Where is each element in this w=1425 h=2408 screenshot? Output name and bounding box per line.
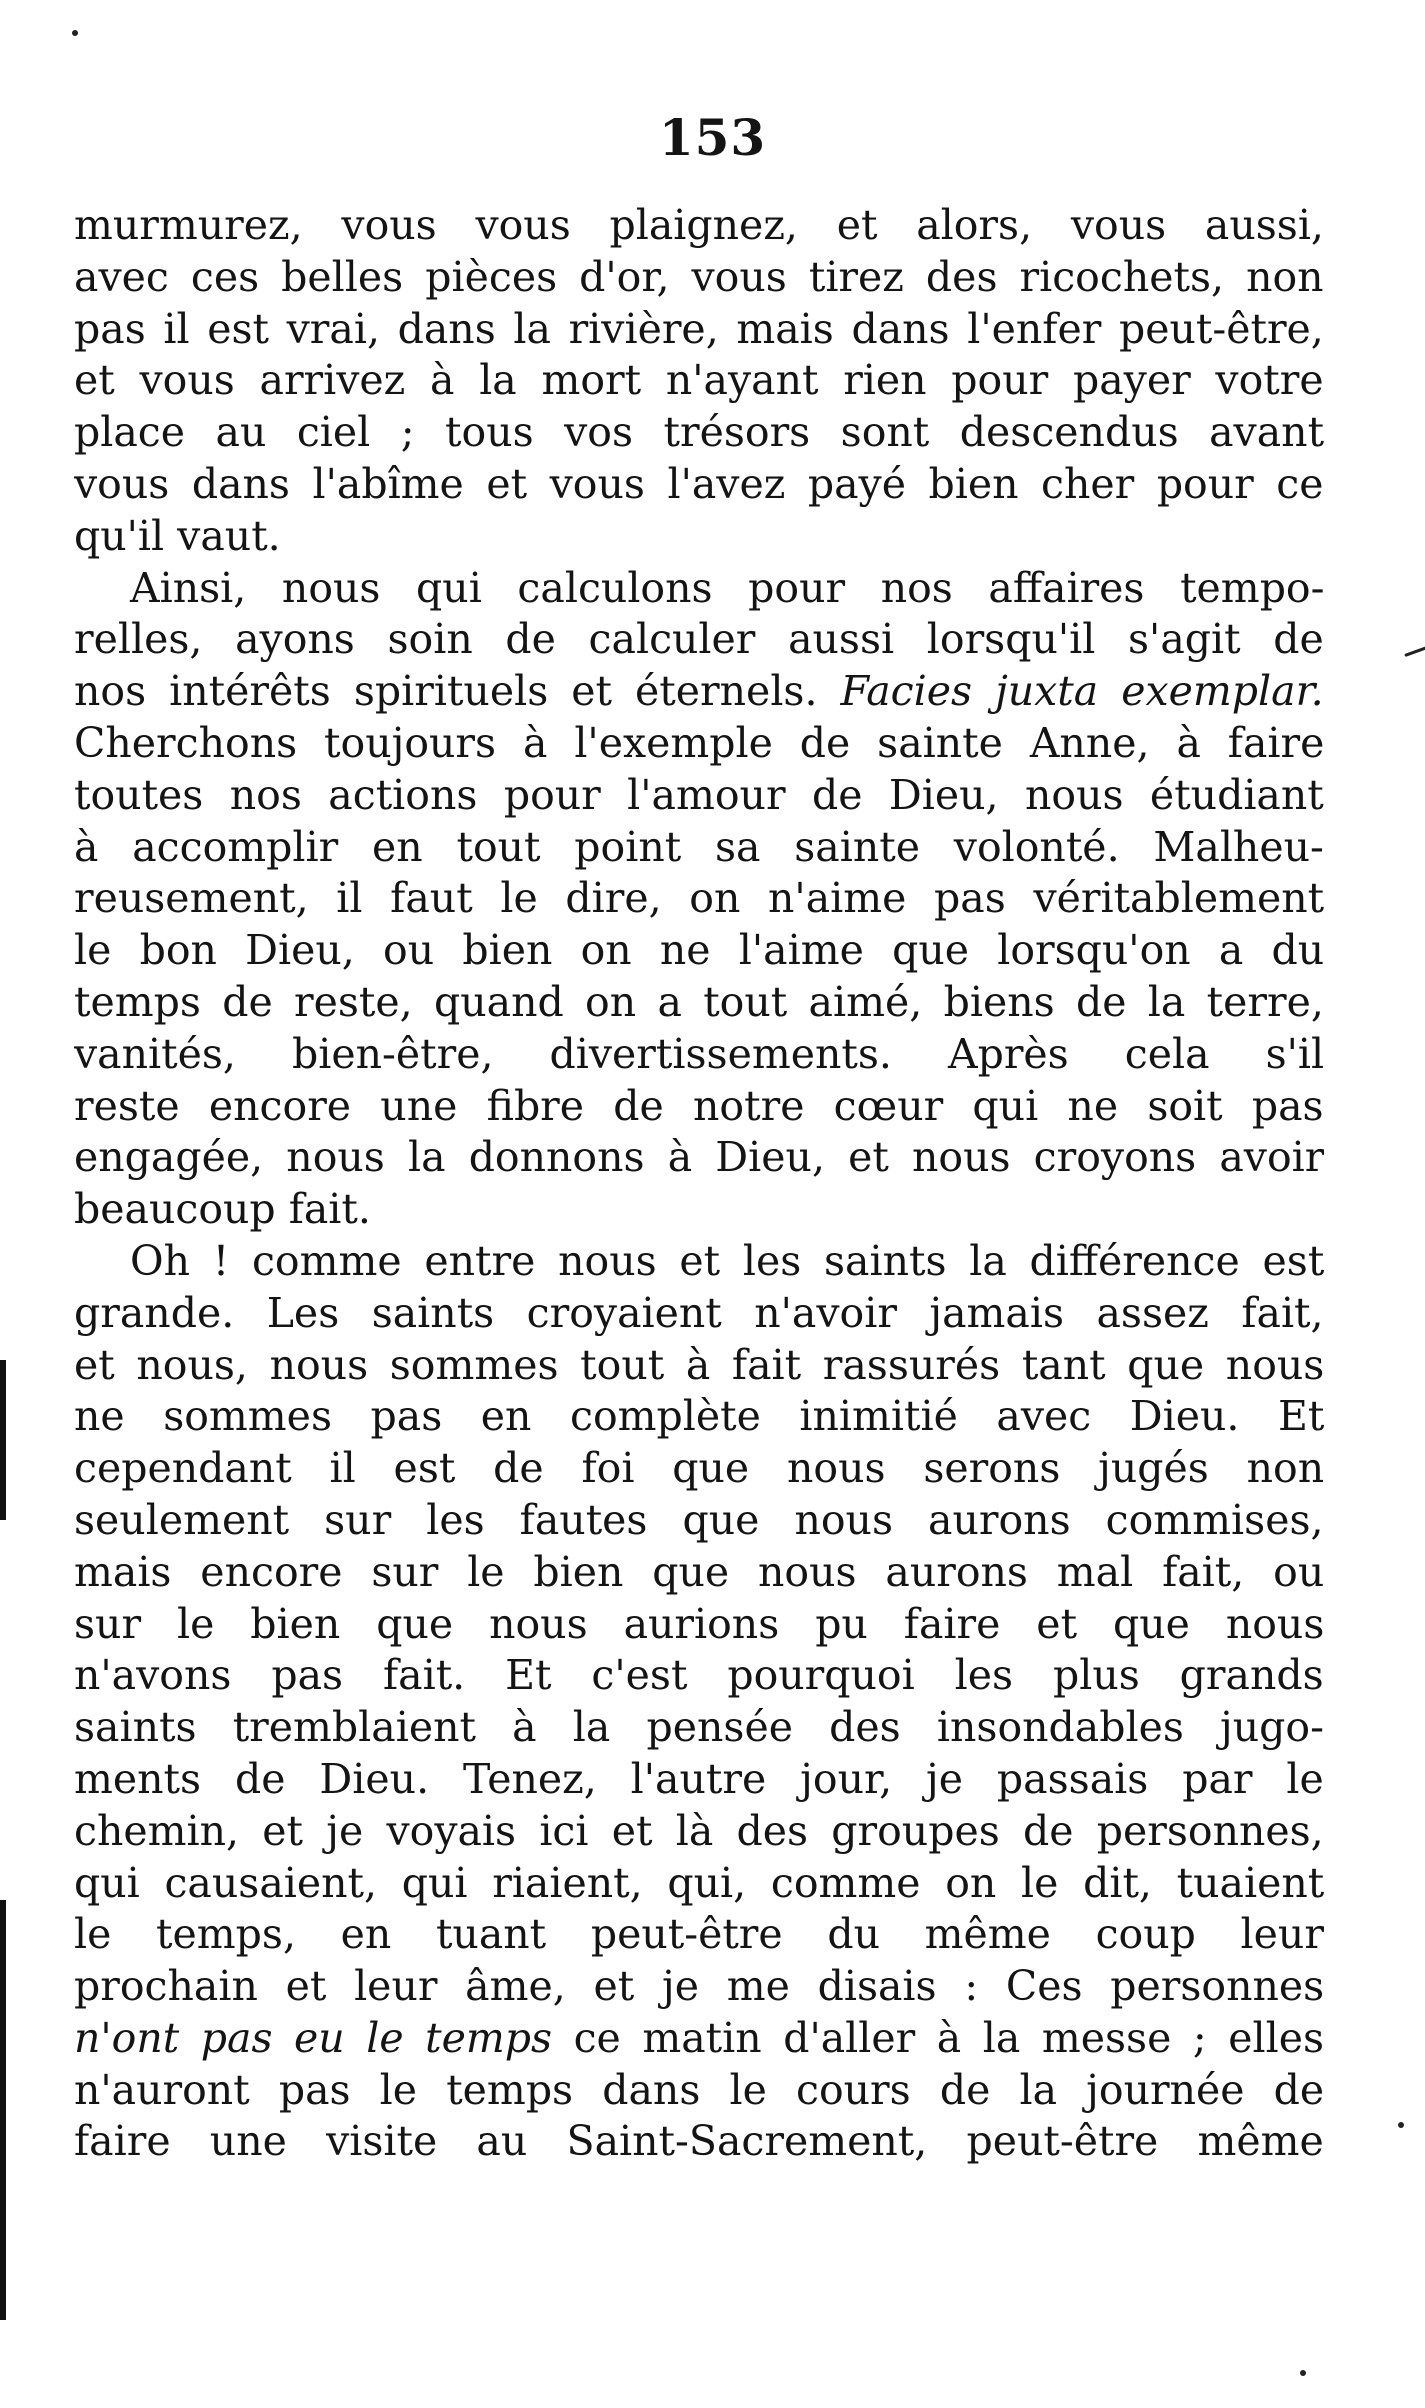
text-line: seulement sur les fautes que nous aurons commises, bbox=[74, 1495, 1324, 1544]
text-line: chemin, et je voyais ici et là des groupes de personnes, bbox=[74, 1806, 1324, 1855]
text-line: reusement, il faut le dire, on n'aime pas véritablement bbox=[74, 874, 1324, 923]
text-line: place au ciel ; tous vos trésors sont descendus avant bbox=[74, 408, 1324, 457]
text-line: toutes nos actions pour l'amour de Dieu, nous étudiant bbox=[74, 770, 1324, 819]
text-line: qui causaient, qui riaient, qui, comme on le dit, tuaient bbox=[74, 1858, 1324, 1907]
text-line: le temps, en tuant peut-être du même coup leur bbox=[74, 1910, 1324, 1959]
latin-quotation: Facies juxta exemplar. bbox=[840, 667, 1324, 716]
text-line: ments de Dieu. Tenez, l'autre jour, je passais par le bbox=[74, 1754, 1324, 1803]
ink-speck bbox=[1300, 2370, 1306, 2376]
text-line: n'avons pas fait. Et c'est pourquoi les plus grands bbox=[74, 1651, 1324, 1700]
text-line: saints tremblaient à la pensée des insondables jugo- bbox=[74, 1703, 1324, 1752]
text-line: cependant il est de foi que nous serons jugés non bbox=[74, 1444, 1324, 1493]
text-line: engagée, nous la donnons à Dieu, et nous croyons avoir bbox=[74, 1133, 1324, 1182]
ink-mark bbox=[1404, 646, 1425, 657]
text-line: beaucoup fait. bbox=[74, 1185, 371, 1234]
text-line: mais encore sur le bien que nous aurons mal fait, ou bbox=[74, 1547, 1324, 1596]
ink-speck bbox=[72, 30, 78, 36]
text-line: ne sommes pas en complète inimitié avec Dieu. Et bbox=[74, 1392, 1324, 1441]
text-line: et nous, nous sommes tout à fait rassurés tant que nous bbox=[74, 1340, 1324, 1389]
text-line: le bon Dieu, ou bien on ne l'aime que lorsqu'on a du bbox=[74, 926, 1324, 975]
text-line: et vous arrivez à la mort n'ayant rien pour payer votre bbox=[74, 356, 1324, 405]
body-text bbox=[74, 200, 1324, 2168]
text-line bbox=[74, 2013, 1324, 2065]
text-line: qu'il vaut. bbox=[74, 511, 281, 560]
text-line: à accomplir en tout point sa sainte volonté. Malheu- bbox=[74, 822, 1324, 871]
text-line: vous dans l'abîme et vous l'avez payé bien cher pour ce bbox=[74, 459, 1324, 508]
scan-edge bbox=[0, 1360, 6, 1520]
text-line: n'auront pas le temps dans le cours de la journée de bbox=[74, 2065, 1324, 2114]
text-line: avec ces belles pièces d'or, vous tirez des ricochets, non bbox=[74, 252, 1324, 301]
text-line: temps de reste, quand on a tout aimé, biens de la terre, bbox=[74, 977, 1324, 1026]
paragraph bbox=[74, 200, 1324, 563]
text-segment: ce matin d'aller à la messe ; elles bbox=[552, 2013, 1324, 2062]
text-line: prochain et leur âme, et je me disais : Ces personnes bbox=[74, 1962, 1324, 2011]
text-line: Ainsi, nous qui calculons pour nos affaires tempo- bbox=[130, 563, 1324, 612]
text-line: murmurez, vous vous plaignez, et alors, vous aussi, bbox=[74, 201, 1324, 249]
page-number: 153 bbox=[658, 108, 767, 167]
scan-edge bbox=[0, 1900, 6, 2320]
text-line: sur le bien que nous aurions pu faire et que nous bbox=[74, 1599, 1324, 1648]
paragraph bbox=[74, 563, 1324, 1236]
text-line: Oh ! comme entre nous et les saints la différence est bbox=[130, 1236, 1324, 1285]
text-line: vanités, bien-être, divertissements. Après cela s'il bbox=[74, 1029, 1324, 1078]
text-line: relles, ayons soin de calculer aussi lorsqu'il s'agit de bbox=[74, 615, 1324, 664]
text-line: Cherchons toujours à l'exemple de sainte Anne, à faire bbox=[74, 718, 1324, 767]
text-line: pas il est vrai, dans la rivière, mais dans l'enfer peut-être, bbox=[74, 304, 1324, 353]
text-line: grande. Les saints croyaient n'avoir jamais assez fait, bbox=[74, 1288, 1324, 1337]
paragraph bbox=[74, 1236, 1324, 2168]
text-line bbox=[74, 666, 1324, 718]
text-segment: nos intérêts spirituels et éternels. bbox=[74, 667, 841, 716]
text-line: faire une visite au Saint-Sacrement, peut-être même bbox=[74, 2117, 1324, 2166]
text-line: reste encore une fibre de notre cœur qui ne soit pas bbox=[74, 1081, 1324, 1130]
ink-speck bbox=[1398, 2122, 1404, 2128]
italic-phrase: n'ont pas eu le temps bbox=[74, 2013, 553, 2062]
